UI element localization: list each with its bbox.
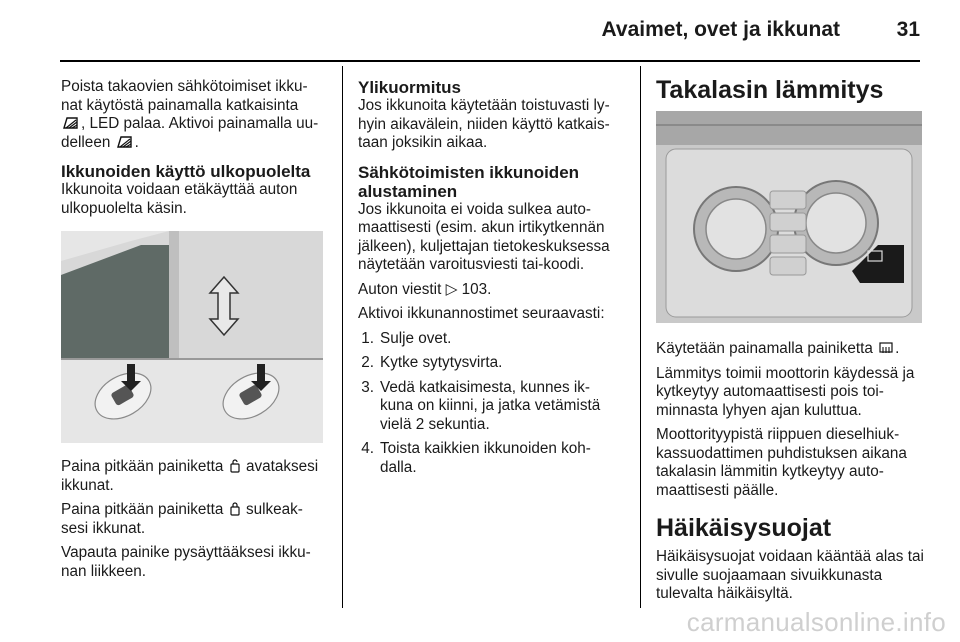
column-1 [61,66,325,224]
open-windows-text: Paina pitkään painiketta avataksesi ikkunat. [61,458,319,494]
section-heading-overload: Ylikuormitus [358,78,461,97]
page-number: 31 [896,18,920,41]
section-heading-outside-operation: Ikkunoiden käyttö ulkopuolelta [61,162,311,181]
rear-window-heating-icon [879,341,893,355]
activate-text: Aktivoi ikkunannostimet seuraavasti: [358,305,605,322]
release-text: Vapauta painike pysäyttääksesi ikku- nan liikkeen. [61,544,311,580]
key-fob-illustration [61,231,323,443]
unlock-button-icon [230,459,240,473]
initialise-text: Jos ikkunoita ei voida sulkea auto- maattisesti (esim. akun irtikytkennän jälkeen), kuljettajan tietokeskuksessa näytetään varoitusviesti tai-koodi. [358,200,610,273]
overload-text: Jos ikkunoita käytetään toistuvasti ly- hyin aikavälein, niiden käyttö katkais- taan joksikin aikaa. [358,97,610,151]
rear-heating-diesel-text: Moottorityypistä riippuen dieselhiuk- kassuodattimen puhdistuksen aikana takalasin lämmitin kytkeytyy auto- maattisesti päälle. [656,426,907,499]
close-windows-text: Paina pitkään painiketta sulkeak- sesi ikkunat. [61,501,303,537]
climate-control-panel-illustration [656,111,922,323]
list-item: 1. Sulje ovet. [361,329,452,347]
column-divider-2 [640,66,641,608]
section-heading-initialise: Sähkötoimisten ikkunoiden alustaminen [358,162,580,201]
list-item: 3. Vedä katkaisimesta, kunnes ik- kuna on kiinni, ja jatka vetämistä vielä 2 sekuntia. [361,378,601,433]
page-reference-icon: ▷ [445,280,458,298]
list-item: 2. Kytke sytytysvirta. [361,354,503,371]
chapter-title: Avaimet, ovet ja ikkunat [601,18,840,41]
outside-operation-text: Ikkunoita voidaan etäkäyttää auton ulkopuolelta käsin. [61,181,298,217]
section-heading-rear-window-heating: Takalasin lämmitys [656,76,884,104]
page-header [0,0,960,62]
watermark: carmanualsonline.info [686,607,946,637]
vehicle-messages-ref: Auton viestit ▷ 103. [358,280,492,298]
section-heading-sun-visors: Häikäisysuojat [656,514,832,542]
header-rule [60,60,920,62]
column-divider-1 [342,66,343,608]
rear-heating-usage-text: Käytetään painamalla painiketta . [656,340,900,357]
steps-list [358,330,624,478]
column-3-lower [656,340,924,610]
column-2 [358,66,624,483]
child-lock-window-icon [117,135,133,149]
list-item: 4. Toista kaikkien ikkunoiden koh- dalla. [361,440,591,476]
rear-heating-operation-text: Lämmitys toimii moottorin käydessä ja kytkeytyy automaattisesti pois toi- minnasta lyhyen ajan kuluttua. [656,364,915,419]
lock-button-icon [230,502,240,516]
column-3 [656,66,924,104]
child-lock-window-icon [63,116,79,130]
intro-paragraph: Poista takaovien sähkötoimiset ikku- nat käytöstä painamalla katkaisinta , LED palaa. Aktivoi painamalla uu- delleen . [61,78,319,151]
sun-visors-text: Häikäisysuojat voidaan kääntää alas tai sivulle suojaamaan sivuikkunasta tulevalta häikäisyltä. [656,548,924,602]
column-1-lower [61,458,325,587]
